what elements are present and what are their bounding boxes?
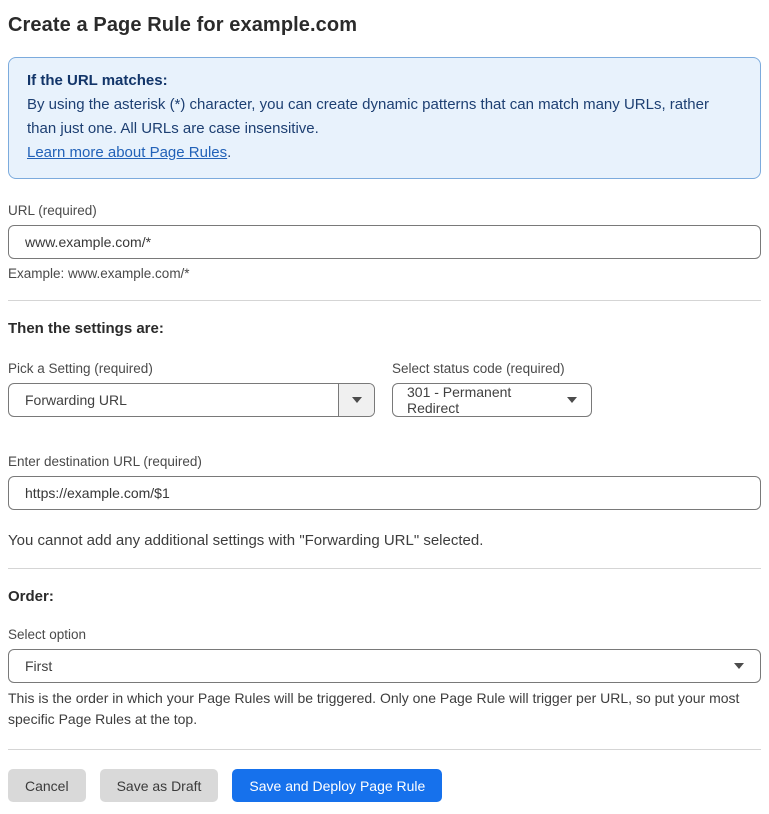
save-as-draft-button[interactable]: Save as Draft bbox=[100, 769, 219, 802]
page-title: Create a Page Rule for example.com bbox=[8, 14, 358, 36]
info-box-link-line bbox=[27, 141, 742, 165]
chevron-down-icon bbox=[734, 663, 744, 669]
action-button-row bbox=[8, 769, 761, 802]
cancel-button[interactable]: Cancel bbox=[8, 769, 86, 802]
link-period: . bbox=[227, 144, 232, 161]
status-code-group bbox=[392, 361, 592, 417]
url-input[interactable] bbox=[8, 225, 761, 259]
status-code-label: Select status code (required) bbox=[392, 361, 565, 376]
setting-picker-group bbox=[8, 361, 375, 417]
pick-setting-label: Pick a Setting (required) bbox=[8, 361, 153, 376]
forwarding-url-note: You cannot add any additional settings with "Forwarding URL" selected. bbox=[8, 532, 484, 549]
divider-after-settings bbox=[8, 568, 761, 569]
chevron-down-icon bbox=[567, 397, 577, 403]
settings-section-heading: Then the settings are: bbox=[8, 320, 164, 337]
url-matches-info-box bbox=[8, 57, 761, 179]
status-code-dropdown[interactable] bbox=[392, 383, 592, 417]
url-example-helper: Example: www.example.com/* bbox=[8, 266, 190, 281]
divider-before-actions bbox=[8, 749, 761, 750]
order-section-heading: Order: bbox=[8, 588, 54, 605]
info-box-heading: If the URL matches: bbox=[27, 72, 168, 89]
url-label: URL (required) bbox=[8, 203, 97, 218]
destination-url-group bbox=[8, 454, 761, 510]
order-helper-text: This is the order in which your Page Rules will be triggered. Only one Page Rule will trigger per URL, so put your most specific Page Rules at the top. bbox=[8, 690, 740, 727]
settings-row bbox=[8, 361, 761, 417]
setting-dropdown-arrow-button[interactable] bbox=[338, 384, 374, 416]
save-and-deploy-button[interactable]: Save and Deploy Page Rule bbox=[232, 769, 442, 802]
setting-dropdown-value: Forwarding URL bbox=[25, 392, 127, 408]
divider-after-url bbox=[8, 300, 761, 301]
learn-more-link[interactable]: Learn more about Page Rules bbox=[27, 144, 228, 161]
chevron-down-icon bbox=[352, 397, 362, 403]
setting-dropdown[interactable] bbox=[8, 383, 375, 417]
info-box-body: By using the asterisk (*) character, you can create dynamic patterns that can match many URLs, rather than just one. All URLs are case insensitive. bbox=[27, 96, 709, 137]
order-dropdown-value: First bbox=[25, 658, 53, 674]
order-select-label: Select option bbox=[8, 627, 87, 642]
destination-url-label: Enter destination URL (required) bbox=[8, 454, 202, 469]
order-dropdown[interactable] bbox=[8, 649, 761, 683]
status-code-value: 301 - Permanent Redirect bbox=[407, 384, 512, 416]
destination-url-input[interactable] bbox=[8, 476, 761, 510]
